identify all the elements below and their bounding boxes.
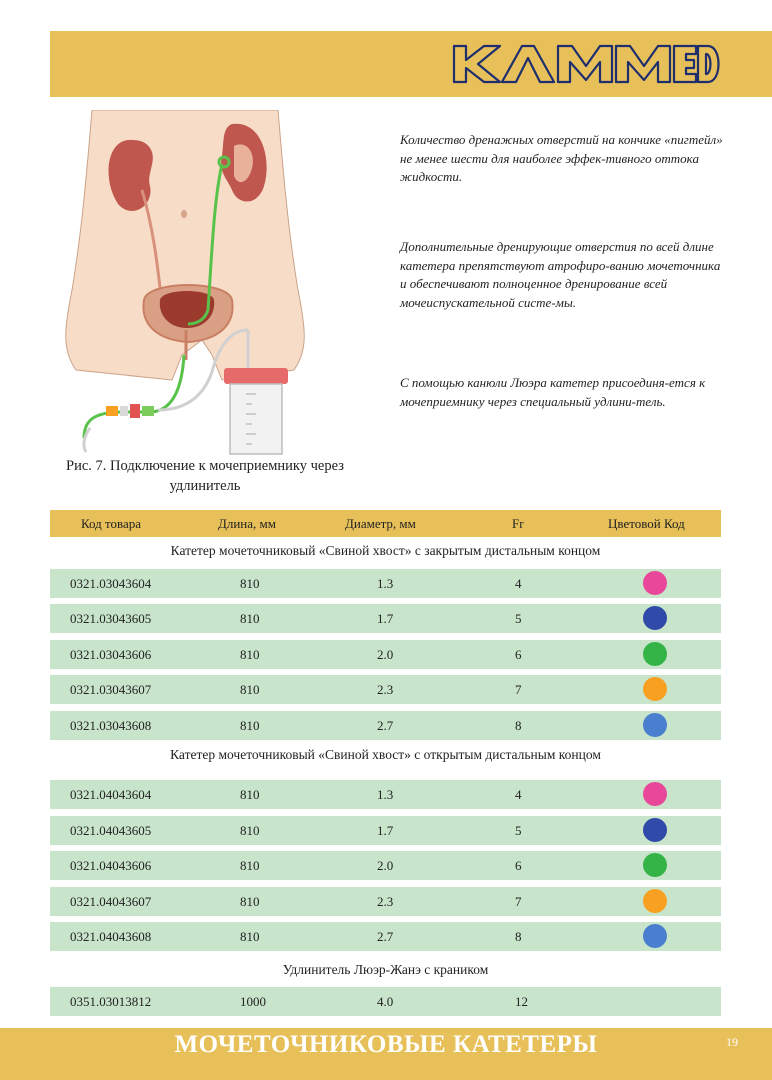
cell-diameter: 1.3: [377, 787, 394, 802]
note-additional-holes: Дополнительные дренирующие отверстия по всей длине катетера препятствуют атрофиро-ванию мочеточника и обеспечивают полноценное дренирование всей мочеиспускательной систе-мы.: [400, 239, 721, 310]
cell-diameter: 2.7: [377, 718, 394, 733]
cell-fr: 6: [515, 858, 522, 873]
header-fr: Fr: [512, 516, 524, 531]
urology-illustration: [62, 110, 347, 455]
color-code-dot: [643, 924, 667, 948]
cell-length: 810: [240, 787, 260, 802]
table-row: [50, 569, 721, 598]
cell-code: 0321.04043606: [70, 858, 152, 873]
cell-code: 0321.03043608: [70, 718, 152, 733]
cell-code: 0321.03043606: [70, 647, 152, 662]
cell-diameter: 1.3: [377, 576, 394, 591]
navel: [181, 210, 187, 218]
cell-fr: 4: [515, 787, 522, 802]
table-row: [50, 922, 721, 951]
table-row: [50, 604, 721, 633]
table-row: [50, 887, 721, 916]
section-title: Катетер мочеточниковый «Свиной хвост» с открытым дистальным концом: [170, 747, 601, 762]
cell-code: 0351.03013812: [70, 994, 152, 1009]
cell-fr: 5: [515, 611, 522, 626]
cell-length: 810: [240, 718, 260, 733]
color-code-dot: [643, 677, 667, 701]
color-code-dot: [643, 818, 667, 842]
color-code-dot: [643, 713, 667, 737]
footer-title: МОЧЕТОЧНИКОВЫЕ КАТЕТЕРЫ: [174, 1031, 598, 1058]
cell-diameter: 1.7: [377, 823, 394, 838]
table-row: [50, 987, 721, 1016]
kammed-logo: [450, 40, 725, 88]
cell-code: 0321.04043607: [70, 894, 152, 909]
figure-caption: Рис. 7. Подключение к мочеприемнику через удлинитель: [66, 458, 344, 494]
color-code-dot: [643, 853, 667, 877]
cell-diameter: 4.0: [377, 994, 394, 1009]
header-color-code: Цветовой Код: [608, 516, 685, 531]
header-diameter: Диаметр, мм: [345, 516, 416, 531]
cell-diameter: 1.7: [377, 611, 394, 626]
cell-length: 810: [240, 823, 260, 838]
table-row: [50, 816, 721, 845]
cell-length: 810: [240, 894, 260, 909]
table-row: [50, 851, 721, 880]
section-title: Катетер мочеточниковый «Свиной хвост» с закрытым дистальным концом: [170, 543, 601, 558]
cell-diameter: 2.0: [377, 647, 394, 662]
cell-fr: 8: [515, 929, 522, 944]
header-length: Длина, мм: [218, 516, 276, 531]
table-row: [50, 780, 721, 809]
cell-length: 810: [240, 576, 260, 591]
cell-code: 0321.03043607: [70, 682, 152, 697]
cell-fr: 7: [515, 894, 522, 909]
cell-length: 810: [240, 858, 260, 873]
color-code-dot: [643, 889, 667, 913]
cell-code: 0321.04043604: [70, 787, 152, 802]
note-drainage-holes: Количество дренажных отверстий на кончике «пигтейл» не менее шести для наиболее эффек-тивного оттока жидкости.: [400, 132, 723, 184]
cell-diameter: 2.3: [377, 894, 394, 909]
color-code-dot: [643, 782, 667, 806]
cell-fr: 12: [515, 994, 528, 1009]
cell-length: 1000: [240, 994, 266, 1009]
cell-fr: 5: [515, 823, 522, 838]
table-header: [50, 510, 721, 537]
cell-length: 810: [240, 682, 260, 697]
table-row: [50, 675, 721, 704]
cell-code: 0321.04043608: [70, 929, 152, 944]
cell-length: 810: [240, 929, 260, 944]
cell-fr: 4: [515, 576, 522, 591]
cell-diameter: 2.3: [377, 682, 394, 697]
header-code: Код товара: [81, 516, 142, 531]
table-row: [50, 711, 721, 740]
color-code-dot: [643, 606, 667, 630]
color-code-dot: [643, 571, 667, 595]
cell-diameter: 2.0: [377, 858, 394, 873]
cell-diameter: 2.7: [377, 929, 394, 944]
table-row: [50, 640, 721, 669]
cell-code: 0321.03043604: [70, 576, 152, 591]
note-luer-connection: С помощью канюли Люэра катетер присоединя-ется к мочеприемнику через специальный удлини-тель.: [400, 375, 706, 409]
cell-code: 0321.03043605: [70, 611, 152, 626]
urine-collector-cap: [224, 368, 288, 384]
cell-length: 810: [240, 647, 260, 662]
cell-length: 810: [240, 611, 260, 626]
cell-fr: 8: [515, 718, 522, 733]
color-code-dot: [643, 642, 667, 666]
cell-fr: 6: [515, 647, 522, 662]
section-title: Удлинитель Люэр-Жанэ с краником: [282, 962, 489, 977]
cell-fr: 7: [515, 682, 522, 697]
cell-code: 0321.04043605: [70, 823, 152, 838]
page-number: 19: [726, 1035, 738, 1049]
